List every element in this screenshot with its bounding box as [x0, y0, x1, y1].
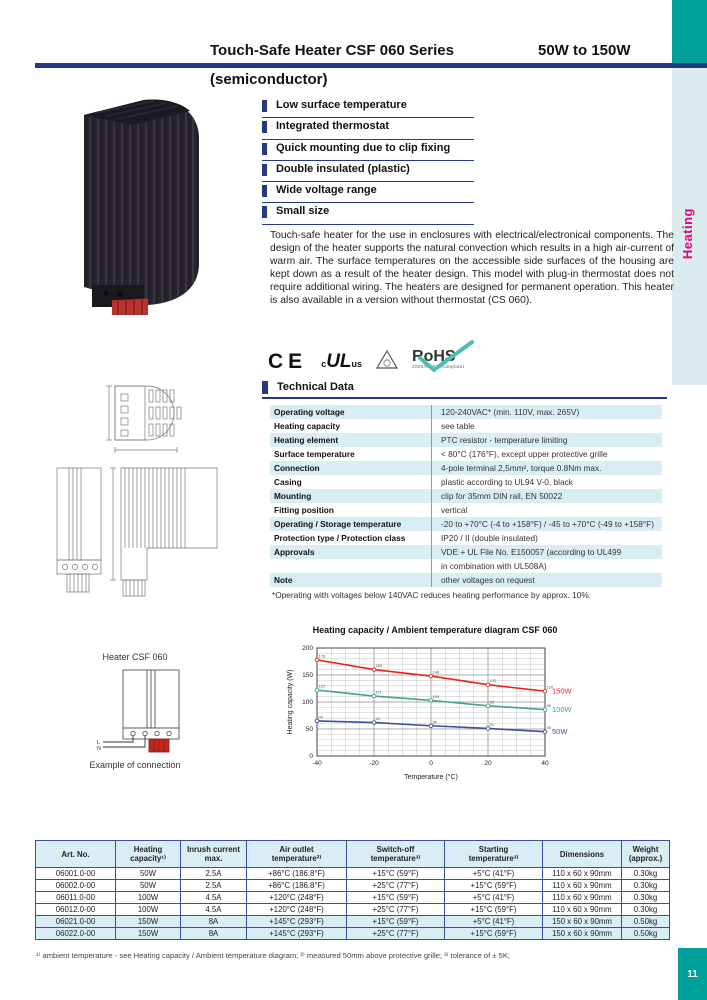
order-cell: +120°C (248°F) [247, 904, 347, 916]
order-cell: 150W [116, 916, 181, 928]
tech-row [270, 503, 662, 517]
tech-row [270, 405, 662, 419]
order-cell: 2.5A [181, 880, 247, 892]
feature-label: Small size [276, 205, 330, 218]
svg-text:0: 0 [429, 760, 433, 767]
order-cell: +25°C (77°F) [347, 904, 445, 916]
order-cell: 150 x 60 x 90mm [543, 928, 622, 940]
tech-label: Note [274, 575, 293, 585]
power-range: 50W to 150W [538, 42, 631, 59]
order-cell: 8A [181, 928, 247, 940]
tech-row [270, 545, 662, 559]
chart-title: Heating capacity / Ambient temperature diagram CSF 060 [312, 625, 558, 635]
tech-row [270, 517, 662, 531]
tech-value: PTC resistor - temperature limiting [431, 433, 662, 447]
order-cell: +86°C (186.8°F) [247, 868, 347, 880]
order-cell: 2.5A [181, 868, 247, 880]
order-cell: +15°C (59°F) [445, 904, 543, 916]
tech-row [270, 489, 662, 503]
feature-bullet [262, 121, 267, 133]
svg-text:40: 40 [541, 760, 549, 767]
svg-text:45: 45 [546, 725, 551, 731]
order-col-header: Starting temperature³⁾ [445, 841, 543, 868]
tech-value: other voltages on request [431, 573, 662, 587]
tech-label: Fitting position [274, 505, 334, 515]
tech-value: plastic according to UL94 V-0, black [431, 475, 662, 489]
feature-bullet [262, 185, 267, 197]
svg-text:100: 100 [302, 699, 313, 707]
tech-row [270, 461, 662, 475]
order-cell: 110 x 60 x 90mm [543, 868, 622, 880]
order-cell: 50W [116, 868, 181, 880]
svg-text:Heating capacity (W): Heating capacity (W) [287, 669, 294, 735]
ul-logo: cULus [321, 351, 363, 372]
tech-label: Heating capacity [274, 421, 340, 431]
dimension-drawing [55, 372, 253, 607]
svg-text:178: 178 [318, 653, 326, 659]
feature-list [262, 97, 474, 225]
page-number-block [678, 948, 707, 1000]
sidebar-column [672, 68, 707, 385]
order-row [36, 904, 670, 916]
sidebar-teal-block [672, 0, 707, 63]
feature-label: Double insulated (plastic) [276, 162, 410, 175]
svg-text:0: 0 [309, 753, 313, 761]
tech-value: in combination with UL508A) [431, 559, 662, 573]
tech-row [270, 573, 662, 587]
order-cell: +15°C (59°F) [445, 880, 543, 892]
svg-text:50: 50 [305, 726, 313, 734]
order-cell: +15°C (59°F) [347, 916, 445, 928]
tech-label: Casing [274, 477, 302, 487]
tech-label: Operating / Storage temperature [274, 519, 402, 529]
tech-label: Mounting [274, 491, 312, 501]
order-table-footnote: ¹⁾ ambient temperature - see Heating capacity / Ambient temperature diagram; ²⁾ measured 50mm above protective grille; ³⁾ tolerance of ± 5K; [36, 951, 511, 960]
svg-text:93: 93 [489, 699, 494, 705]
page-title: Touch-Safe Heater CSF 060 Series [210, 42, 454, 59]
feature-item [262, 97, 474, 118]
feature-label: Integrated thermostat [276, 120, 390, 133]
tech-value: VDE + UL File No. E150057 (according to UL499 [431, 545, 662, 559]
order-cell: 06022.0-00 [36, 928, 116, 940]
tech-label: Heating element [274, 435, 339, 445]
order-cell: 50W [116, 880, 181, 892]
technical-data-footnote: *Operating with voltages below 140VAC reduces heating performance by approx. 10%. [272, 590, 592, 600]
feature-bullet [262, 143, 267, 155]
technical-data-header: Technical Data [262, 381, 667, 399]
order-cell: +5°C (41°F) [445, 868, 543, 880]
tech-value: < 80°C (176°F), except upper protective grille [431, 447, 662, 461]
order-cell: 100W [116, 892, 181, 904]
connection-diagram [95, 668, 195, 761]
svg-text:51: 51 [489, 721, 494, 727]
order-cell: 110 x 60 x 90mm [543, 892, 622, 904]
header-rule [35, 63, 707, 68]
order-cell: 06011.0-00 [36, 892, 116, 904]
tech-value: IP20 / II (double insulated) [431, 531, 662, 545]
tech-row [270, 419, 662, 433]
tech-value: 120-240VAC* (min. 110V, max. 265V) [431, 405, 662, 419]
svg-text:-20: -20 [369, 760, 379, 767]
feature-item [262, 161, 474, 182]
svg-text:120: 120 [546, 684, 554, 690]
tech-value: -20 to +70°C (-4 to +158°F) / -45 to +70°C (-49 to +158°F) [431, 517, 662, 531]
connection-caption: Example of connection [89, 760, 181, 770]
certification-logos [268, 344, 464, 380]
svg-text:150W: 150W [552, 686, 572, 696]
order-cell: 0.50kg [622, 916, 670, 928]
wire-label-l: L [97, 740, 101, 746]
rohs-check-icon [418, 340, 476, 374]
feature-label: Wide voltage range [276, 184, 377, 197]
order-cell: 06002.0-00 [36, 880, 116, 892]
order-col-header: Switch-off temperature³⁾ [347, 841, 445, 868]
svg-text:111: 111 [375, 689, 382, 695]
order-cell: 4.5A [181, 892, 247, 904]
feature-label: Quick mounting due to clip fixing [276, 141, 451, 154]
order-cell: +120°C (248°F) [247, 892, 347, 904]
order-row [36, 928, 670, 940]
order-cell: 0.30kg [622, 892, 670, 904]
order-row [36, 868, 670, 880]
feature-item [262, 182, 474, 203]
tech-label: Connection [274, 463, 320, 473]
svg-text:65: 65 [318, 714, 323, 720]
svg-text:86: 86 [546, 703, 551, 709]
svg-text:50W: 50W [552, 727, 568, 737]
order-cell: +5°C (41°F) [445, 892, 543, 904]
svg-text:20: 20 [484, 760, 492, 767]
order-cell: 0.30kg [622, 880, 670, 892]
svg-text:132: 132 [489, 678, 497, 684]
page-number: 11 [687, 968, 698, 980]
order-col-header: Heating capacity¹⁾ [116, 841, 181, 868]
product-photo [62, 93, 214, 320]
svg-text:103: 103 [432, 693, 440, 699]
feature-bullet [262, 100, 267, 112]
tech-row [270, 475, 662, 489]
tech-value: vertical [431, 503, 662, 517]
order-cell: 06021.0-00 [36, 916, 116, 928]
rohs-logo: RoHS 2002/95/EC compliant [412, 352, 464, 372]
order-cell: 0.50kg [622, 928, 670, 940]
order-col-header: Dimensions [543, 841, 622, 868]
order-cell: 100W [116, 904, 181, 916]
order-cell: +15°C (59°F) [445, 928, 543, 940]
heating-capacity-chart [283, 638, 593, 793]
order-cell: 8A [181, 916, 247, 928]
order-col-header: Art. No. [36, 841, 116, 868]
order-cell: 150 x 60 x 90mm [543, 916, 622, 928]
feature-item [262, 118, 474, 139]
heater-caption: Heater CSF 060 [102, 652, 168, 662]
order-cell: 06001.0-00 [36, 868, 116, 880]
product-description: Touch-safe heater for the use in enclosures with electrical/electronical components. The design of the heater supports the natural convection which results in a high air-current of warm air. The surface temperatures on the accessible side surfaces of the housing are kept down as a result of the heater design. This model with plug-in thermostat does not require additional wiring. The heaters are designed for permanent operation. This heater is also available in a version without thermostat (CS 060). [270, 230, 674, 306]
order-cell: +25°C (77°F) [347, 928, 445, 940]
order-cell: 110 x 60 x 90mm [543, 904, 622, 916]
order-cell: +145°C (293°F) [247, 916, 347, 928]
svg-text:56: 56 [432, 719, 437, 725]
vde-logo [376, 350, 398, 375]
tech-row [270, 447, 662, 461]
technical-data-table [270, 405, 662, 587]
tech-value: clip for 35mm DIN rail, EN 50022 [431, 489, 662, 503]
svg-text:Temperature (°C): Temperature (°C) [404, 774, 458, 781]
svg-text:62: 62 [375, 716, 380, 722]
order-cell: +145°C (293°F) [247, 928, 347, 940]
order-col-header: Air outlet temperature²⁾ [247, 841, 347, 868]
order-cell: 0.30kg [622, 868, 670, 880]
svg-text:200: 200 [302, 645, 313, 653]
svg-text:150: 150 [302, 672, 313, 680]
tech-label: Surface temperature [274, 449, 355, 459]
svg-text:122: 122 [318, 683, 326, 689]
page-subtitle: (semiconductor) [210, 71, 328, 88]
feature-bullet [262, 206, 267, 218]
tech-row [270, 433, 662, 447]
order-cell: 150W [116, 928, 181, 940]
feature-item [262, 203, 474, 224]
tech-label: Protection type / Protection class [274, 533, 406, 543]
order-col-header: Inrush current max. [181, 841, 247, 868]
tech-row [270, 531, 662, 545]
order-row [36, 892, 670, 904]
feature-label: Low surface temperature [276, 99, 407, 111]
ce-logo: CE [268, 350, 308, 373]
svg-text:100W: 100W [552, 705, 572, 715]
tech-label: Operating voltage [274, 407, 345, 417]
tech-value: 4-pole terminal 2,5mm², torque 0.8Nm max. [431, 461, 662, 475]
wire-label-n: N [97, 746, 101, 752]
tech-row [270, 559, 662, 573]
order-row [36, 880, 670, 892]
order-col-header: Weight (approx.) [622, 841, 670, 868]
tech-label: Approvals [274, 547, 315, 557]
svg-text:148: 148 [432, 669, 440, 675]
feature-bullet [262, 164, 267, 176]
order-table [35, 840, 670, 940]
order-cell: 06012.0-00 [36, 904, 116, 916]
svg-text:160: 160 [375, 663, 383, 669]
order-cell: 110 x 60 x 90mm [543, 880, 622, 892]
order-cell: +86°C (186.8°F) [247, 880, 347, 892]
order-row [36, 916, 670, 928]
sidebar-tab-heating: Heating [680, 208, 695, 260]
order-cell: +15°C (59°F) [347, 892, 445, 904]
order-cell: 4.5A [181, 904, 247, 916]
order-cell: +25°C (77°F) [347, 880, 445, 892]
order-cell: 0.30kg [622, 904, 670, 916]
feature-item [262, 140, 474, 161]
tech-value: see table [431, 419, 662, 433]
order-cell: +15°C (59°F) [347, 868, 445, 880]
order-cell: +5°C (41°F) [445, 916, 543, 928]
section-bullet [262, 381, 268, 394]
svg-text:-40: -40 [312, 760, 322, 767]
